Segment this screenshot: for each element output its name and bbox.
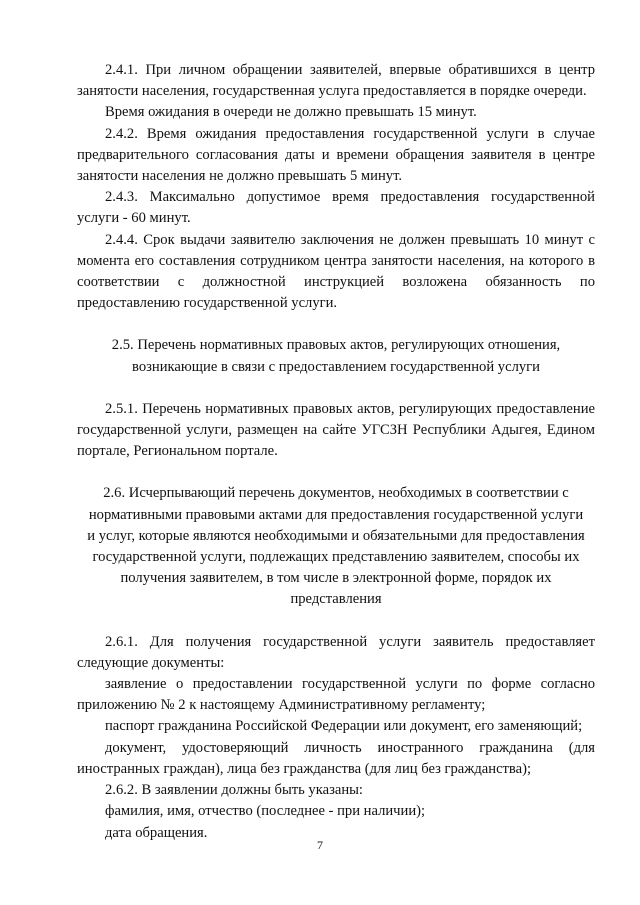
paragraph-2-4-2: 2.4.2. Время ожидания предоставления государственной услуги в случае предварительного согласования даты и времени обращения заявителя в центре занятости населения не должно превышать 5 минут. [77, 125, 595, 185]
document-page [77, 60, 595, 844]
paragraph-queue-wait: Время ожидания в очереди не должно превышать 15 минут. [105, 104, 477, 121]
paragraph-foreign-id: документ, удостоверяющий личность иностранного гражданина (для иностранных граждан), лица без гражданства (для лиц без гражданства); [77, 739, 595, 777]
page-number: 7 [317, 838, 323, 852]
paragraph-date: дата обращения. [105, 824, 208, 841]
paragraph-2-4-3: 2.4.3. Максимально допустимое время предоставления государственной услуги - 60 минут. [77, 189, 595, 227]
paragraph-2-4-1: 2.4.1. При личном обращении заявителей, впервые обратившихся в центр занятости населения, государственная услуга предоставляется в порядке очереди. [77, 62, 595, 100]
spacer [77, 611, 595, 632]
paragraph-2-6-1: 2.6.1. Для получения государственной услуги заявитель предоставляет следующие документы: [77, 633, 595, 671]
spacer [77, 462, 595, 483]
paragraph-application: заявление о предоставлении государственной услуги по форме согласно приложению № 2 к настоящему Административному регламенту; [77, 676, 595, 714]
paragraph-2-5-1: 2.5.1. Перечень нормативных правовых актов, регулирующих предоставление государственной услуги, размещен на сайте УГСЗН Республики Адыгея, Едином портале, Региональном портале. [77, 400, 595, 460]
paragraph-2-4-4: 2.4.4. Срок выдачи заявителю заключения не должен превышать 10 минут с момента его составления сотрудником центра занятости населения, на которого в соответствии с должностной инструкцией возложена обязанность по предоставлению государственной услуги. [77, 231, 595, 312]
heading-2-5: 2.5. Перечень нормативных правовых актов, регулирующих отношения, возникающие в связи с предоставлением государственной услуги [111, 337, 561, 375]
spacer [77, 314, 595, 335]
heading-2-6: 2.6. Исчерпывающий перечень документов, необходимых в соответствии с нормативными правовыми актами для предоставления государственной услуги и услуг, которые являются необходимыми и обязательными для предоставления государственной услуги, подлежащих представлению заявителем, способы их получения заявителем, в том числе в электронной форме, порядок их представления [87, 485, 585, 608]
spacer [77, 378, 595, 399]
paragraph-2-6-2: 2.6.2. В заявлении должны быть указаны: [105, 782, 363, 799]
paragraph-full-name: фамилия, имя, отчество (последнее - при наличии); [105, 803, 426, 820]
paragraph-passport: паспорт гражданина Российской Федерации или документ, его заменяющий; [105, 718, 583, 735]
